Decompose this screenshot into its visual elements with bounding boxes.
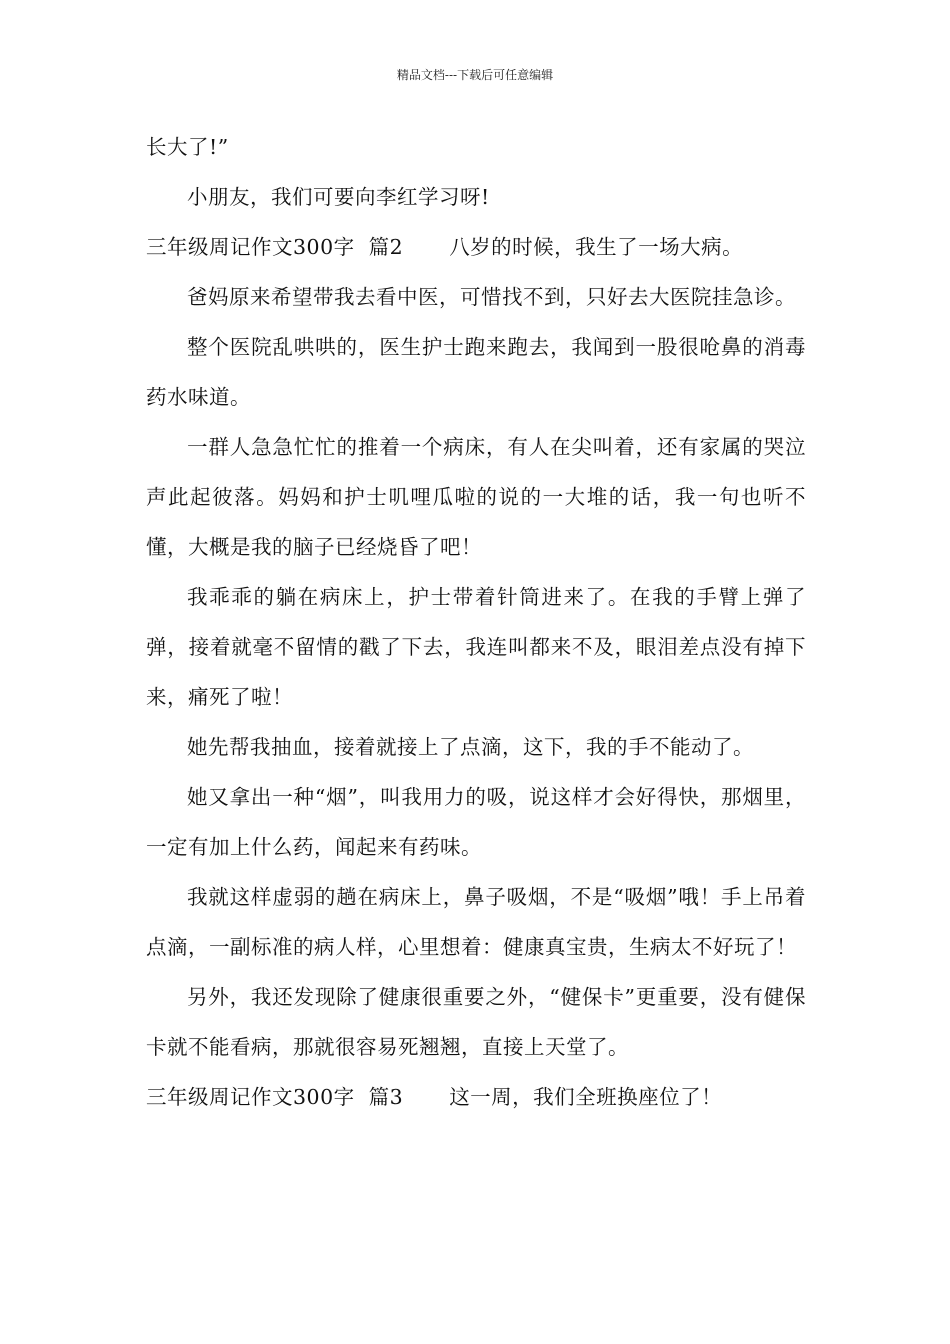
paragraph: 一群人急急忙忙的推着一个病床，有人在尖叫着，还有家属的哭泣声此起彼落。妈妈和护士叽哩瓜啦的说的一大堆的话，我一句也听不懂，大概是我的脑子已经烧昏了吧！ bbox=[146, 435, 806, 559]
section-first-sentence: 八岁的时候，我生了一场大病。 bbox=[449, 235, 744, 259]
paragraph: 她先帮我抽血，接着就接上了点滴，这下，我的手不能动了。 bbox=[187, 735, 754, 759]
section-part: 篇3 bbox=[368, 1085, 404, 1109]
paragraph: 她又拿出一种“烟”，叫我用力的吸，说这样才会好得快，那烟里，一定有加上什么药，闻起来有药味。 bbox=[146, 785, 806, 859]
section-heading-3 bbox=[146, 1072, 806, 1122]
section-title: 三年级周记作文300字 bbox=[146, 235, 355, 259]
paragraph: 长大了!” bbox=[146, 135, 229, 159]
section-part: 篇2 bbox=[368, 235, 404, 259]
section-first-sentence: 这一周，我们全班换座位了！ bbox=[449, 1085, 723, 1109]
paragraph: 爸妈原来希望带我去看中医，可惜找不到，只好去大医院挂急诊。 bbox=[187, 285, 796, 309]
document-body bbox=[146, 122, 806, 1122]
paragraph: 我乖乖的躺在病床上，护士带着针筒进来了。在我的手臂上弹了弹，接着就毫不留情的戳了下去，我连叫都来不及，眼泪差点没有掉下来，痛死了啦！ bbox=[146, 585, 806, 709]
section-heading-2 bbox=[146, 222, 806, 272]
paragraph: 整个医院乱哄哄的，医生护士跑来跑去，我闻到一股很呛鼻的消毒药水味道。 bbox=[146, 335, 806, 409]
paragraph: 另外，我还发现除了健康很重要之外，“健保卡”更重要，没有健保卡就不能看病，那就很容易死翘翘，直接上天堂了。 bbox=[146, 985, 806, 1059]
paragraph: 我就这样虚弱的趟在病床上，鼻子吸烟，不是“吸烟”哦！手上吊着点滴，一副标准的病人样，心里想着：健康真宝贵，生病太不好玩了！ bbox=[146, 885, 806, 959]
page-header: 精品文档---下载后可任意编辑 bbox=[396, 68, 554, 82]
paragraph: 小朋友，我们可要向李红学习呀! bbox=[187, 185, 490, 209]
section-title: 三年级周记作文300字 bbox=[146, 1085, 355, 1109]
